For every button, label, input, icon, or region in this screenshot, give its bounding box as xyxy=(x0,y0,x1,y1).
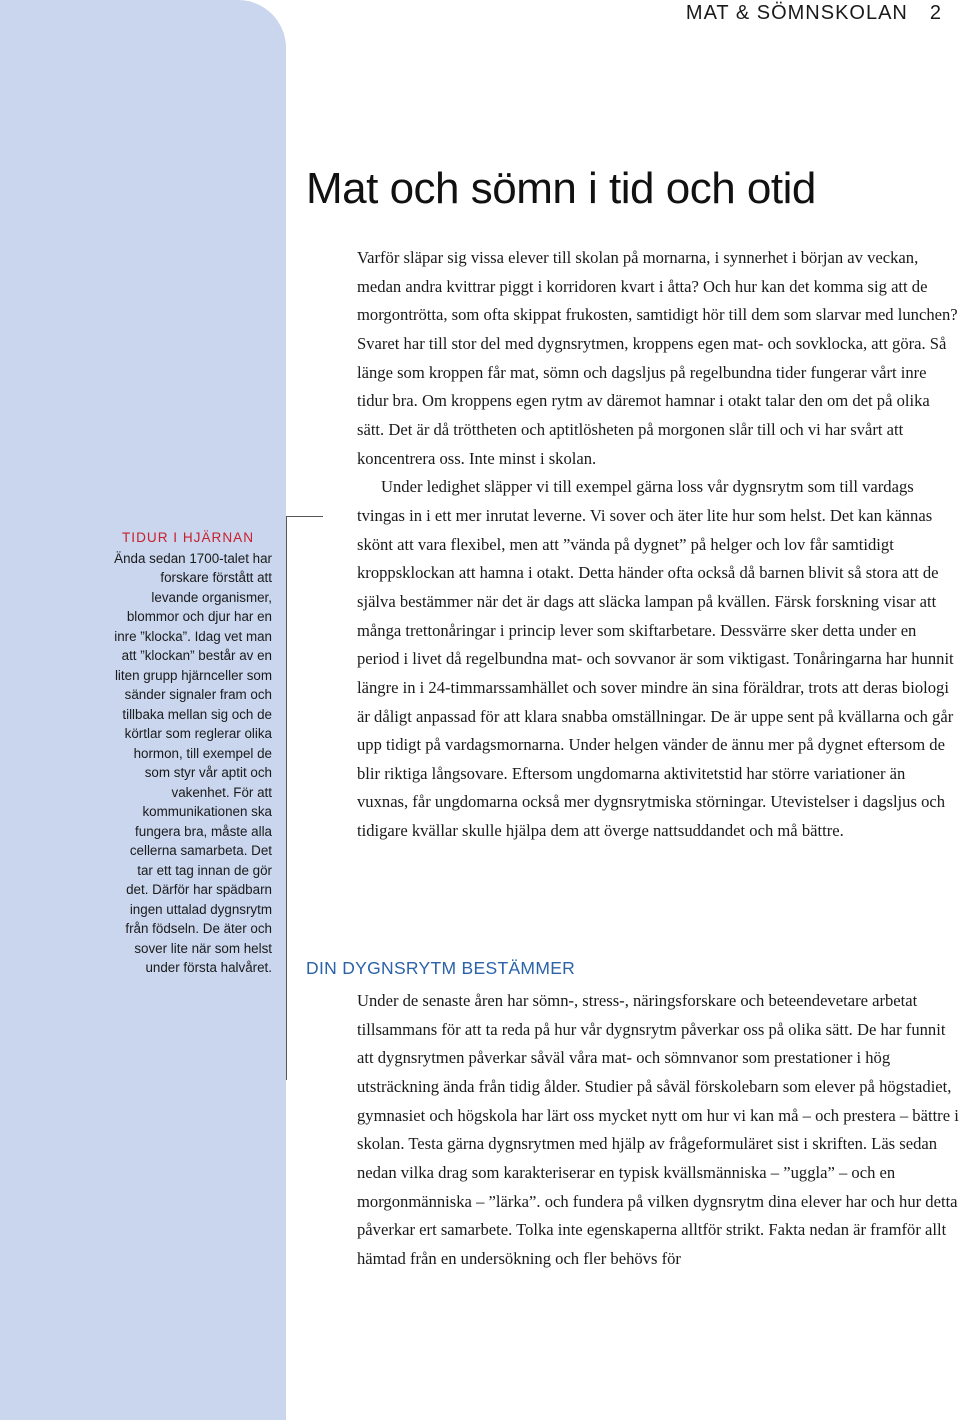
sidebar-rule-top xyxy=(287,516,323,517)
page-number: 2 xyxy=(929,2,942,24)
sidebar-rule-side xyxy=(286,516,287,1080)
intro-text xyxy=(357,244,959,846)
section-heading: DIN DYGNSRYTM BESTÄMMER xyxy=(306,958,576,978)
running-header xyxy=(686,2,942,25)
intro-paragraph-2: Under ledighet släpper vi till exempel gärna loss vår dygnsrytm som till vardags tvingas in i ett mer inrutat leverne. Vi sover och äter lite hur som helst. Det kan kännas skönt att vara flexibel, men att ”vända på dygnet” på helger och lov får samtidigt kroppsklockan att hamna i otakt. Detta händer ofta också då barnen blivit så stora att de själva bestämmer när det är dags att släcka lampan på kvällen. Färsk forskning visar att många trettonåringar i princip lever som skiftarbetare. Dessvärre sker detta under en period i livet då regelbundna mat- och sovvanor är som viktigast. Tonåringarna har hunnit längre in i 24-timmarssamhället och sover mindre än sina föräldrar, trots att deras biologi är dåligt anpassad för att klara snabba omställningar. De är uppe sent på kvällarna och går upp tidigt på vardagsmornarna. Under helgen vänder de ännu mer på dygnet eftersom de blir riktiga långsovare. Eftersom ungdomarna aktivitetstid har större variationer än vuxnas, får ungdomarna också mer dygnsrytmiska störningar. Utevistelser i dagsljus och tidigare kvällar skulle hjälpa dem att överge nattsuddandet och må bättre. xyxy=(357,477,954,841)
sidebar-heading: TIDUR I HJÄRNAN xyxy=(122,530,255,545)
section-text xyxy=(357,987,959,1274)
sidebar-text: Ända sedan 1700-talet har forskare förstått att levande organismer, blommor och djur har en inre ”klocka”. Idag vet man att ”klockan” består av en liten grupp hjärnceller som sänder signaler fram och tillbaka mellan sig och de körtlar som reglerar olika hormon, till exempel de som styr vår aptit och vakenhet. För att kommunikationen ska fungera bra, måste alla cellerna samarbeta. Det tar ett tag innan de gör det. Därför har spädbarn ingen uttalad dygnsrytm från födseln. De äter och sover lite när som helst under första halvåret. xyxy=(114,550,272,975)
page-title: Mat och sömn i tid och otid xyxy=(306,164,816,213)
intro-paragraph-1: Varför släpar sig vissa elever till skolan på mornarna, i synnerhet i början av veckan, medan andra kvittrar piggt i korridoren kvart i åtta? Och hur kan det komma sig att de morgontrötta, som ofta skippat frukosten, samtidigt hör till dem som slarvar med lunchen? Svaret har till stor del med dygnsrytmen, kroppens egen mat- och sovklocka, att göra. Så länge som kroppen får mat, sömn och dagsljus på regelbundna tider fungerar vårt inre tidur bra. Om kroppens egen rytm av däremot hamnar i otakt talar den om det på olika sätt. Det är då tröttheten och aptitlösheten på morgonen slår till och vi har svårt att koncentrera oss. Inte minst i skolan. xyxy=(357,248,958,468)
running-title: MAT & SÖMNSKOLAN xyxy=(685,2,908,24)
sidebar-factbox xyxy=(112,528,272,978)
section-paragraph: Under de senaste åren har sömn-, stress-, näringsforskare och beteendevetare arbetat tillsammans för att ta reda på hur vår dygnsrytm påverkar oss på olika sätt. De har funnit att dygnsrytmen påverkar såväl våra mat- och sömnvanor som prestationer i hög utsträckning ända från tidig ålder. Studier på såväl förskolebarn som elever på högstadiet, gymnasiet och högskola har lärt oss mycket nytt om hur vi kan må – och prestera – bättre i skolan. Testa gärna dygnsrytmen med hjälp av frågeformuläret sist i skriften. Läs sedan nedan vilka drag som karakteriserar en typisk kvällsmänniska – ”uggla” – och en morgonmänniska – ”lärka”. och fundera på vilken dygnsrytm dina elever har och hur detta påverkar ert samarbete. Tolka inte egenskaperna alltför strikt. Fakta nedan är framför allt hämtad från en undersökning och fler behövs för xyxy=(357,991,959,1268)
